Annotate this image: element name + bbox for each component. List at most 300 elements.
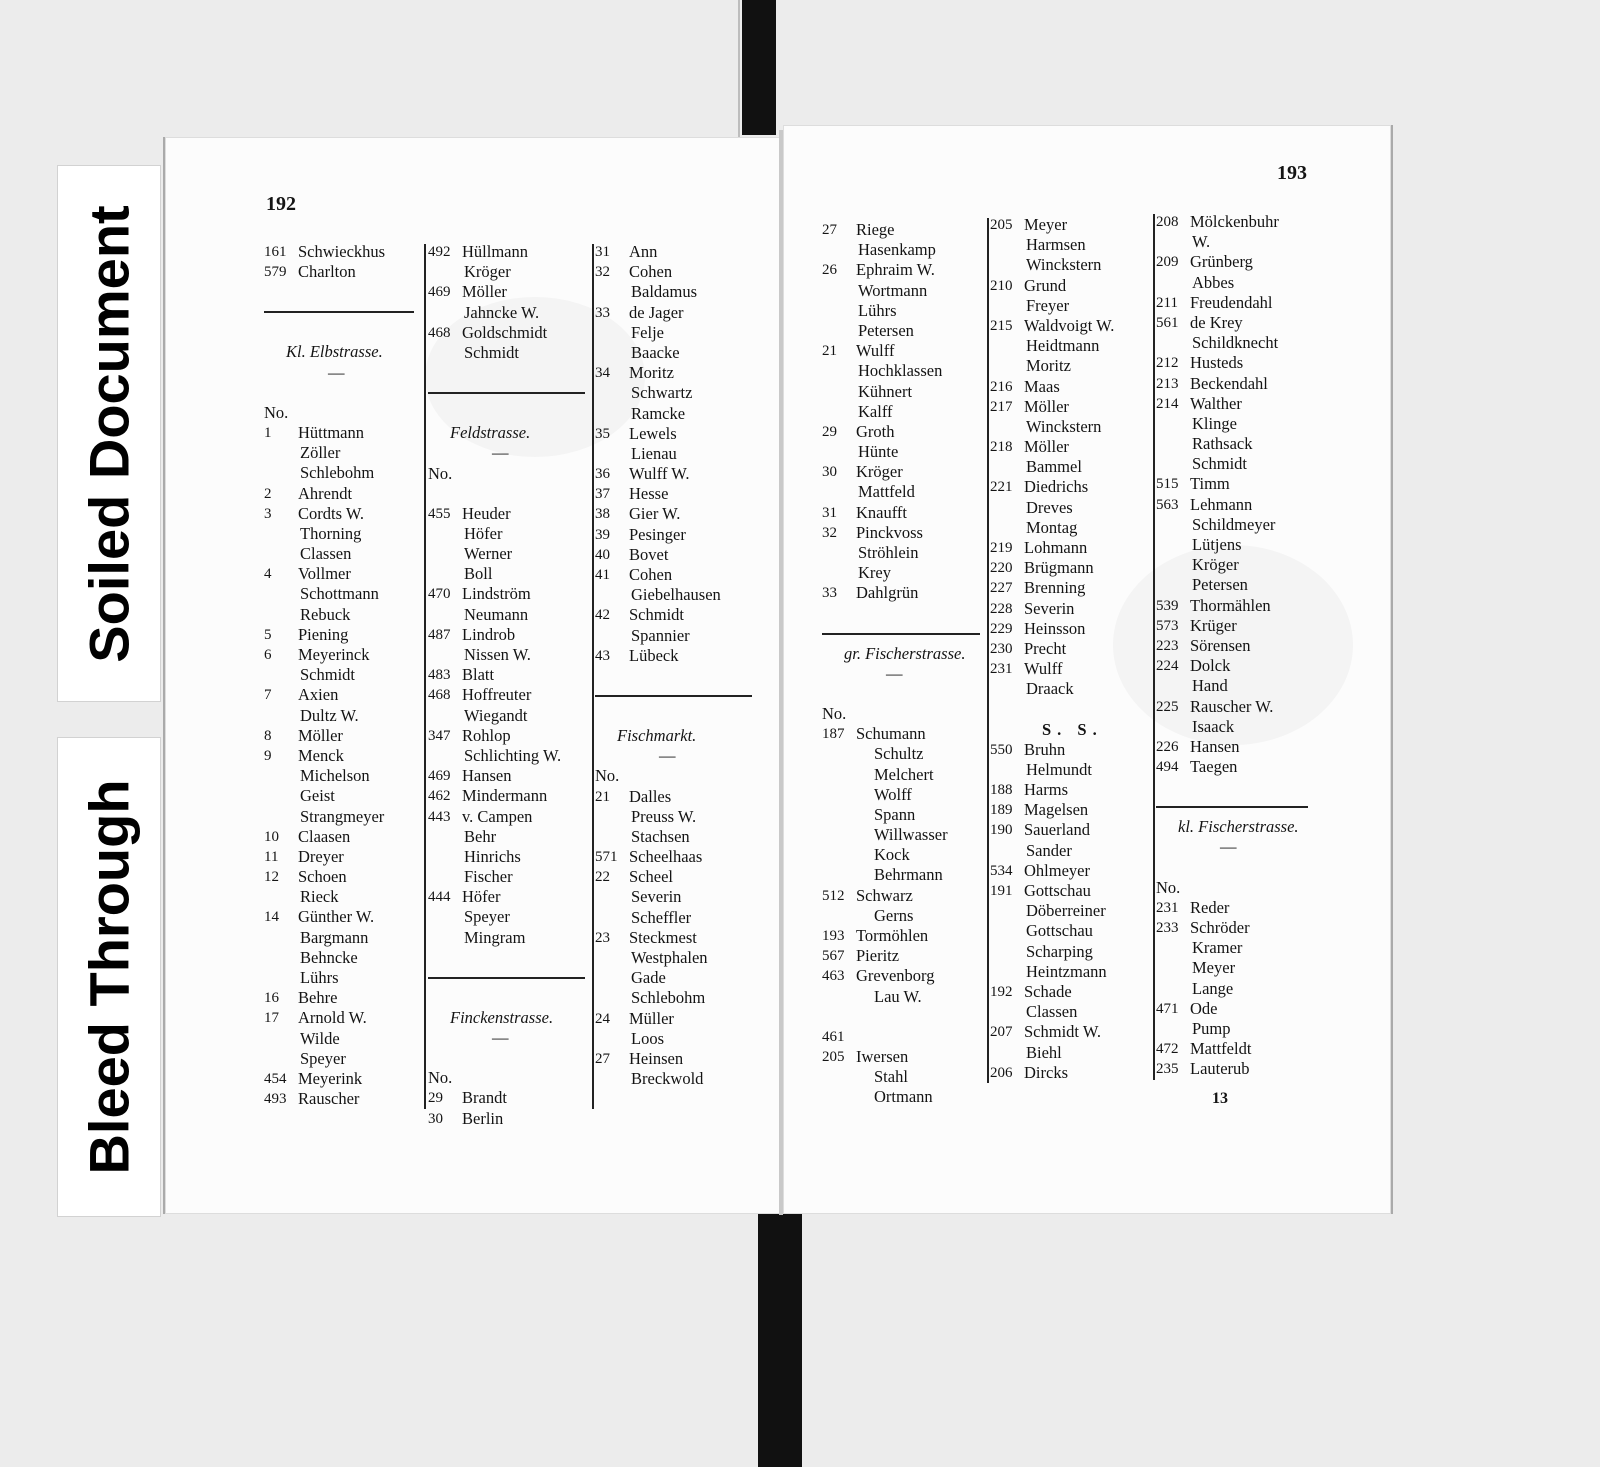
resident-name: Lange: [1192, 978, 1234, 998]
directory-entry: [595, 1029, 760, 1049]
spacer: [822, 684, 988, 704]
directory-entry: [990, 679, 1154, 699]
resident-name: Husteds: [1190, 353, 1244, 373]
directory-entry: [595, 383, 760, 403]
resident-name: de Jager: [629, 302, 684, 322]
house-number: 224: [1156, 658, 1179, 675]
directory-entry: [595, 968, 760, 988]
house-number: 212: [1156, 355, 1179, 372]
directory-entry: [990, 457, 1154, 477]
directory-entry: [990, 316, 1154, 336]
resident-name: Kock: [874, 845, 910, 865]
directory-column-1: [264, 242, 422, 1109]
resident-name: Brenning: [1024, 578, 1086, 598]
resident-name: Severin: [1024, 598, 1075, 618]
directory-entry: [822, 1067, 988, 1087]
resident-name: Schwarz: [856, 885, 913, 905]
resident-name: Schmidt W.: [1024, 1022, 1102, 1042]
directory-entry: [1156, 495, 1316, 515]
directory-entry: [822, 744, 988, 764]
resident-name: Classen: [300, 544, 352, 564]
resident-name: Hansen: [1190, 736, 1240, 756]
heading-dash: [264, 363, 422, 383]
house-number: 494: [1156, 759, 1179, 776]
directory-entry: [1156, 232, 1316, 252]
directory-entry: [822, 523, 988, 543]
resident-name: Lührs: [858, 300, 897, 320]
resident-name: Rauscher: [298, 1089, 360, 1109]
resident-name: Schlichting W.: [464, 745, 562, 765]
house-number: 228: [990, 600, 1013, 617]
resident-name: Ann: [629, 242, 658, 261]
resident-name: Möller: [1024, 437, 1069, 457]
directory-entry: [822, 785, 988, 805]
house-number: 534: [990, 862, 1013, 879]
directory-entry: [822, 987, 988, 1007]
directory-entry: [264, 1049, 422, 1069]
resident-name: W.: [1192, 232, 1211, 252]
resident-name: Melchert: [874, 764, 934, 784]
house-number: 235: [1156, 1061, 1179, 1078]
directory-entry: [1156, 697, 1316, 717]
resident-name: Hand: [1192, 676, 1228, 696]
directory-entry: [990, 1002, 1154, 1022]
directory-entry: [595, 585, 760, 605]
directory-entry: [822, 422, 988, 442]
directory-entry: [990, 276, 1154, 296]
resident-name: Fischer: [464, 867, 513, 887]
house-number: 454: [264, 1070, 287, 1087]
house-number: 550: [990, 741, 1013, 758]
house-number: 2: [264, 485, 272, 502]
spacer: [595, 666, 760, 686]
house-number: 188: [990, 782, 1013, 799]
directory-entry: [595, 282, 760, 302]
directory-entry: [822, 563, 988, 583]
resident-name: Möller: [462, 282, 507, 302]
directory-entry: [990, 235, 1154, 255]
house-number: 33: [595, 304, 610, 321]
resident-name: Sauerland: [1024, 820, 1090, 840]
resident-name: Harms: [1024, 780, 1068, 800]
directory-entry: [822, 865, 988, 885]
house-number: 573: [1156, 617, 1179, 634]
house-number: 39: [595, 526, 610, 543]
section-rule: [428, 968, 593, 988]
spacer: [595, 706, 760, 726]
spacer: [822, 1007, 988, 1027]
house-number: 231: [990, 661, 1013, 678]
directory-entry: [822, 442, 988, 462]
resident-name: Preuss W.: [631, 806, 697, 826]
house-number: 561: [1156, 314, 1179, 331]
directory-entry: [822, 543, 988, 563]
resident-name: Isaack: [1192, 716, 1235, 736]
resident-name: Wortmann: [858, 280, 928, 300]
directory-entry: [990, 720, 1154, 740]
house-number: 16: [264, 990, 279, 1007]
directory-entry: [990, 437, 1154, 457]
directory-entry: [264, 685, 422, 705]
resident-name: Cohen: [629, 565, 673, 584]
resident-name: Gottschau: [1024, 881, 1091, 900]
house-number: 455: [428, 505, 451, 522]
directory-entry: [822, 462, 988, 482]
house-number: 567: [822, 948, 845, 965]
resident-name: —: [1220, 837, 1237, 857]
directory-entry: [1156, 1059, 1316, 1079]
directory-entry: [595, 363, 760, 383]
directory-entry: [822, 382, 988, 402]
directory-entry: [264, 564, 422, 584]
directory-entry: [822, 301, 988, 321]
directory-entry: [1156, 898, 1316, 918]
directory-entry: [595, 303, 760, 323]
directory-entry: [1156, 293, 1316, 313]
resident-name: Lau W.: [874, 986, 922, 1006]
resident-name: Felje: [631, 322, 664, 342]
resident-name: Brügmann: [1024, 558, 1094, 578]
directory-entry: [264, 988, 422, 1008]
resident-name: Kalff: [858, 401, 893, 421]
house-number: 193: [822, 928, 845, 944]
house-number: 216: [990, 378, 1013, 395]
resident-name: Hinrichs: [464, 846, 521, 866]
directory-entry: [1156, 515, 1316, 535]
left-page-number: 192: [266, 193, 296, 215]
directory-entry: [264, 262, 422, 282]
house-number: 31: [595, 244, 610, 260]
directory-entry: [595, 908, 760, 928]
resident-name: Neumann: [464, 604, 529, 624]
resident-name: Schildmeyer: [1192, 514, 1276, 534]
house-number: 17: [264, 1010, 279, 1027]
resident-name: Schlebohm: [631, 988, 706, 1008]
house-number: 347: [428, 727, 451, 744]
directory-entry: [1156, 918, 1316, 938]
house-number: 487: [428, 626, 451, 643]
number-header: [822, 704, 988, 724]
house-number: 483: [428, 667, 451, 684]
resident-name: Mindermann: [462, 786, 548, 806]
house-number: 205: [990, 217, 1013, 233]
directory-entry: [1156, 212, 1316, 232]
resident-name: Wulff: [1024, 659, 1063, 679]
resident-name: Ephraim W.: [856, 260, 935, 280]
resident-name: Hüttmann: [298, 422, 364, 442]
resident-name: Günther W.: [298, 907, 375, 927]
house-number: 21: [822, 343, 837, 360]
directory-entry: [822, 1047, 988, 1067]
resident-name: Rathsack: [1192, 434, 1253, 454]
resident-name: Mattfeldt: [1190, 1039, 1252, 1059]
directory-column-2: [428, 242, 593, 1129]
resident-name: S. S.: [1042, 719, 1103, 739]
number-header: [595, 766, 760, 786]
resident-name: Kröger: [856, 462, 903, 482]
resident-name: Gerns: [874, 905, 914, 925]
directory-entry: [990, 538, 1154, 558]
resident-name: Rauscher W.: [1190, 696, 1274, 716]
resident-name: —: [492, 1028, 509, 1047]
resident-name: Behr: [464, 826, 497, 846]
directory-entry: [990, 760, 1154, 780]
spacer: [428, 363, 593, 383]
house-number: 208: [1156, 214, 1179, 230]
directory-entry: [1156, 1039, 1316, 1059]
directory-entry: [822, 805, 988, 825]
resident-name: Hochklassen: [858, 361, 943, 381]
house-number: 30: [822, 464, 837, 481]
house-number: 35: [595, 425, 610, 442]
spacer: [264, 383, 422, 403]
house-number: 27: [595, 1050, 610, 1067]
directory-entry: [990, 901, 1154, 921]
resident-name: Winckstern: [1026, 255, 1102, 275]
resident-name: No.: [264, 402, 289, 422]
directory-entry: [990, 841, 1154, 861]
house-number: 3: [264, 505, 272, 522]
house-number: 31: [822, 504, 837, 521]
directory-entry: [990, 356, 1154, 376]
resident-name: Schlebohm: [300, 463, 375, 483]
soiled-document-label: Soiled Document: [77, 204, 141, 663]
street-heading: [428, 1008, 593, 1028]
directory-entry: [990, 861, 1154, 881]
spacer: [264, 282, 422, 302]
resident-name: Ortmann: [874, 1087, 933, 1107]
directory-entry: [428, 786, 593, 806]
directory-entry: [822, 321, 988, 341]
resident-name: Montag: [1026, 517, 1078, 537]
resident-name: Piening: [298, 624, 349, 644]
house-number: 24: [595, 1010, 610, 1027]
directory-entry: [822, 583, 988, 603]
spacer: [428, 403, 593, 423]
resident-name: Lewels: [629, 423, 677, 443]
binding-strip-bottom: [758, 1205, 802, 1467]
resident-name: de Krey: [1190, 312, 1243, 332]
house-number: 161: [264, 244, 287, 260]
resident-name: Spann: [874, 804, 916, 824]
house-number: 220: [990, 560, 1013, 577]
resident-name: Jahncke W.: [464, 302, 540, 322]
directory-entry: [990, 417, 1154, 437]
directory-entry: [990, 498, 1154, 518]
resident-name: Scheelhaas: [629, 847, 703, 867]
directory-entry: [428, 766, 593, 786]
resident-name: Freudendahl: [1190, 292, 1273, 312]
house-number: 229: [990, 620, 1013, 637]
directory-entry: [264, 746, 422, 766]
resident-name: Mattfeld: [858, 482, 915, 502]
resident-name: Goldschmidt: [462, 322, 548, 342]
resident-name: Ohlmeyer: [1024, 860, 1090, 880]
house-number: 210: [990, 277, 1013, 294]
resident-name: Hoffreuter: [462, 685, 532, 705]
resident-name: v. Campen: [462, 806, 533, 826]
directory-entry: [264, 463, 422, 483]
directory-entry: [428, 807, 593, 827]
directory-entry: [595, 827, 760, 847]
resident-name: No.: [428, 463, 453, 483]
directory-entry: [1156, 454, 1316, 474]
directory-entry: [264, 544, 422, 564]
directory-entry: [264, 706, 422, 726]
resident-name: Höfer: [462, 887, 501, 907]
directory-entry: [1156, 313, 1316, 333]
resident-name: Grünberg: [1190, 252, 1253, 272]
directory-entry: [822, 1027, 988, 1047]
house-number: 14: [264, 909, 279, 926]
directory-entry: [822, 503, 988, 523]
house-number: 515: [1156, 476, 1179, 493]
directory-entry: [990, 377, 1154, 397]
resident-name: Claasen: [298, 826, 351, 846]
spacer: [428, 948, 593, 968]
resident-name: Behrmann: [874, 865, 943, 885]
house-number: 33: [822, 585, 837, 602]
house-number: 207: [990, 1024, 1013, 1041]
directory-entry: [264, 504, 422, 524]
directory-entry: [428, 343, 593, 363]
heading-dash: [822, 664, 988, 684]
resident-name: Speyer: [300, 1048, 346, 1068]
directory-entry: [1156, 535, 1316, 555]
house-number: 27: [822, 222, 837, 238]
house-number: 462: [428, 788, 451, 805]
directory-entry: [595, 545, 760, 565]
resident-name: Arnold W.: [298, 1008, 367, 1028]
resident-name: Lührs: [300, 968, 339, 987]
directory-entry: [822, 765, 988, 785]
house-number: 539: [1156, 597, 1179, 614]
resident-name: Speyer: [464, 907, 510, 927]
house-number: 226: [1156, 738, 1179, 755]
house-number: 30: [428, 1110, 443, 1127]
resident-name: Charlton: [298, 262, 356, 282]
house-number: 215: [990, 317, 1013, 334]
house-number: 461: [822, 1028, 845, 1045]
resident-name: Petersen: [858, 320, 914, 340]
directory-entry: [1156, 596, 1316, 616]
resident-name: Spannier: [631, 625, 690, 645]
resident-name: Magelsen: [1024, 800, 1089, 820]
resident-name: Draack: [1026, 679, 1074, 699]
resident-name: Rebuck: [300, 604, 351, 624]
house-number: 225: [1156, 698, 1179, 715]
directory-entry: [264, 605, 422, 625]
resident-name: Bruhn: [1024, 739, 1066, 759]
resident-name: Moritz: [629, 363, 674, 383]
directory-entry: [428, 726, 593, 746]
directory-entry: [264, 645, 422, 665]
street-heading: [264, 342, 422, 362]
directory-entry: [595, 424, 760, 444]
resident-name: Classen: [1026, 1002, 1078, 1022]
resident-name: Sörensen: [1190, 635, 1251, 655]
directory-entry: [1156, 333, 1316, 353]
directory-entry: [264, 484, 422, 504]
directory-entry: [990, 982, 1154, 1002]
resident-name: Schröder: [1190, 918, 1250, 937]
resident-name: Möller: [1024, 396, 1069, 416]
house-number: 563: [1156, 496, 1179, 513]
signature-mark: 13: [1212, 1090, 1228, 1107]
resident-name: Riege: [856, 220, 895, 239]
directory-entry: [428, 544, 593, 564]
directory-entry: [595, 605, 760, 625]
house-number: 9: [264, 747, 272, 764]
resident-name: Iwersen: [856, 1046, 909, 1066]
directory-entry: [595, 484, 760, 504]
house-number: 469: [428, 284, 451, 301]
resident-name: Axien: [298, 685, 339, 705]
directory-entry: [990, 296, 1154, 316]
directory-entry: [1156, 979, 1316, 999]
house-number: 213: [1156, 375, 1179, 392]
directory-entry: [1156, 252, 1316, 272]
resident-name: Stachsen: [631, 826, 690, 846]
directory-entry: [822, 361, 988, 381]
resident-name: Scheel: [629, 867, 673, 887]
directory-entry: [822, 281, 988, 301]
directory-entry: [1156, 717, 1316, 737]
directory-entry: [428, 867, 593, 887]
directory-entry: [428, 827, 593, 847]
house-number: 32: [822, 524, 837, 541]
house-number: 22: [595, 869, 610, 886]
resident-name: Gier W.: [629, 504, 681, 524]
resident-name: No.: [822, 703, 847, 723]
resident-name: No.: [595, 766, 620, 786]
directory-column-6: [1156, 212, 1316, 1080]
directory-entry: [822, 341, 988, 361]
house-number: 206: [990, 1064, 1013, 1081]
directory-entry: [1156, 414, 1316, 434]
directory-entry: [990, 619, 1154, 639]
resident-name: Hüllmann: [462, 242, 528, 261]
directory-entry: [990, 255, 1154, 275]
directory-entry: [428, 605, 593, 625]
directory-entry: [990, 1043, 1154, 1063]
directory-entry: [428, 524, 593, 544]
directory-entry: [822, 926, 988, 946]
directory-entry: [428, 323, 593, 343]
directory-entry: [264, 1029, 422, 1049]
spacer: [428, 1048, 593, 1068]
directory-entry: [1156, 1019, 1316, 1039]
resident-name: Behncke: [300, 947, 358, 967]
resident-name: Bovet: [629, 544, 669, 564]
directory-entry: [428, 1088, 593, 1108]
directory-entry: [990, 820, 1154, 840]
resident-name: Rohlop: [462, 725, 511, 745]
directory-entry: [1156, 374, 1316, 394]
column-divider: [592, 244, 594, 1109]
house-number: 187: [822, 726, 845, 743]
resident-name: Pump: [1192, 1018, 1231, 1038]
resident-name: Ode: [1190, 998, 1218, 1018]
house-number: 219: [990, 540, 1013, 556]
directory-entry: [428, 1109, 593, 1129]
directory-entry: [822, 220, 988, 240]
directory-entry: [264, 443, 422, 463]
resident-name: Hasenkamp: [858, 240, 936, 260]
house-number: 231: [1156, 899, 1179, 916]
resident-name: Fischmarkt.: [617, 725, 697, 745]
resident-name: Taegen: [1190, 757, 1238, 777]
